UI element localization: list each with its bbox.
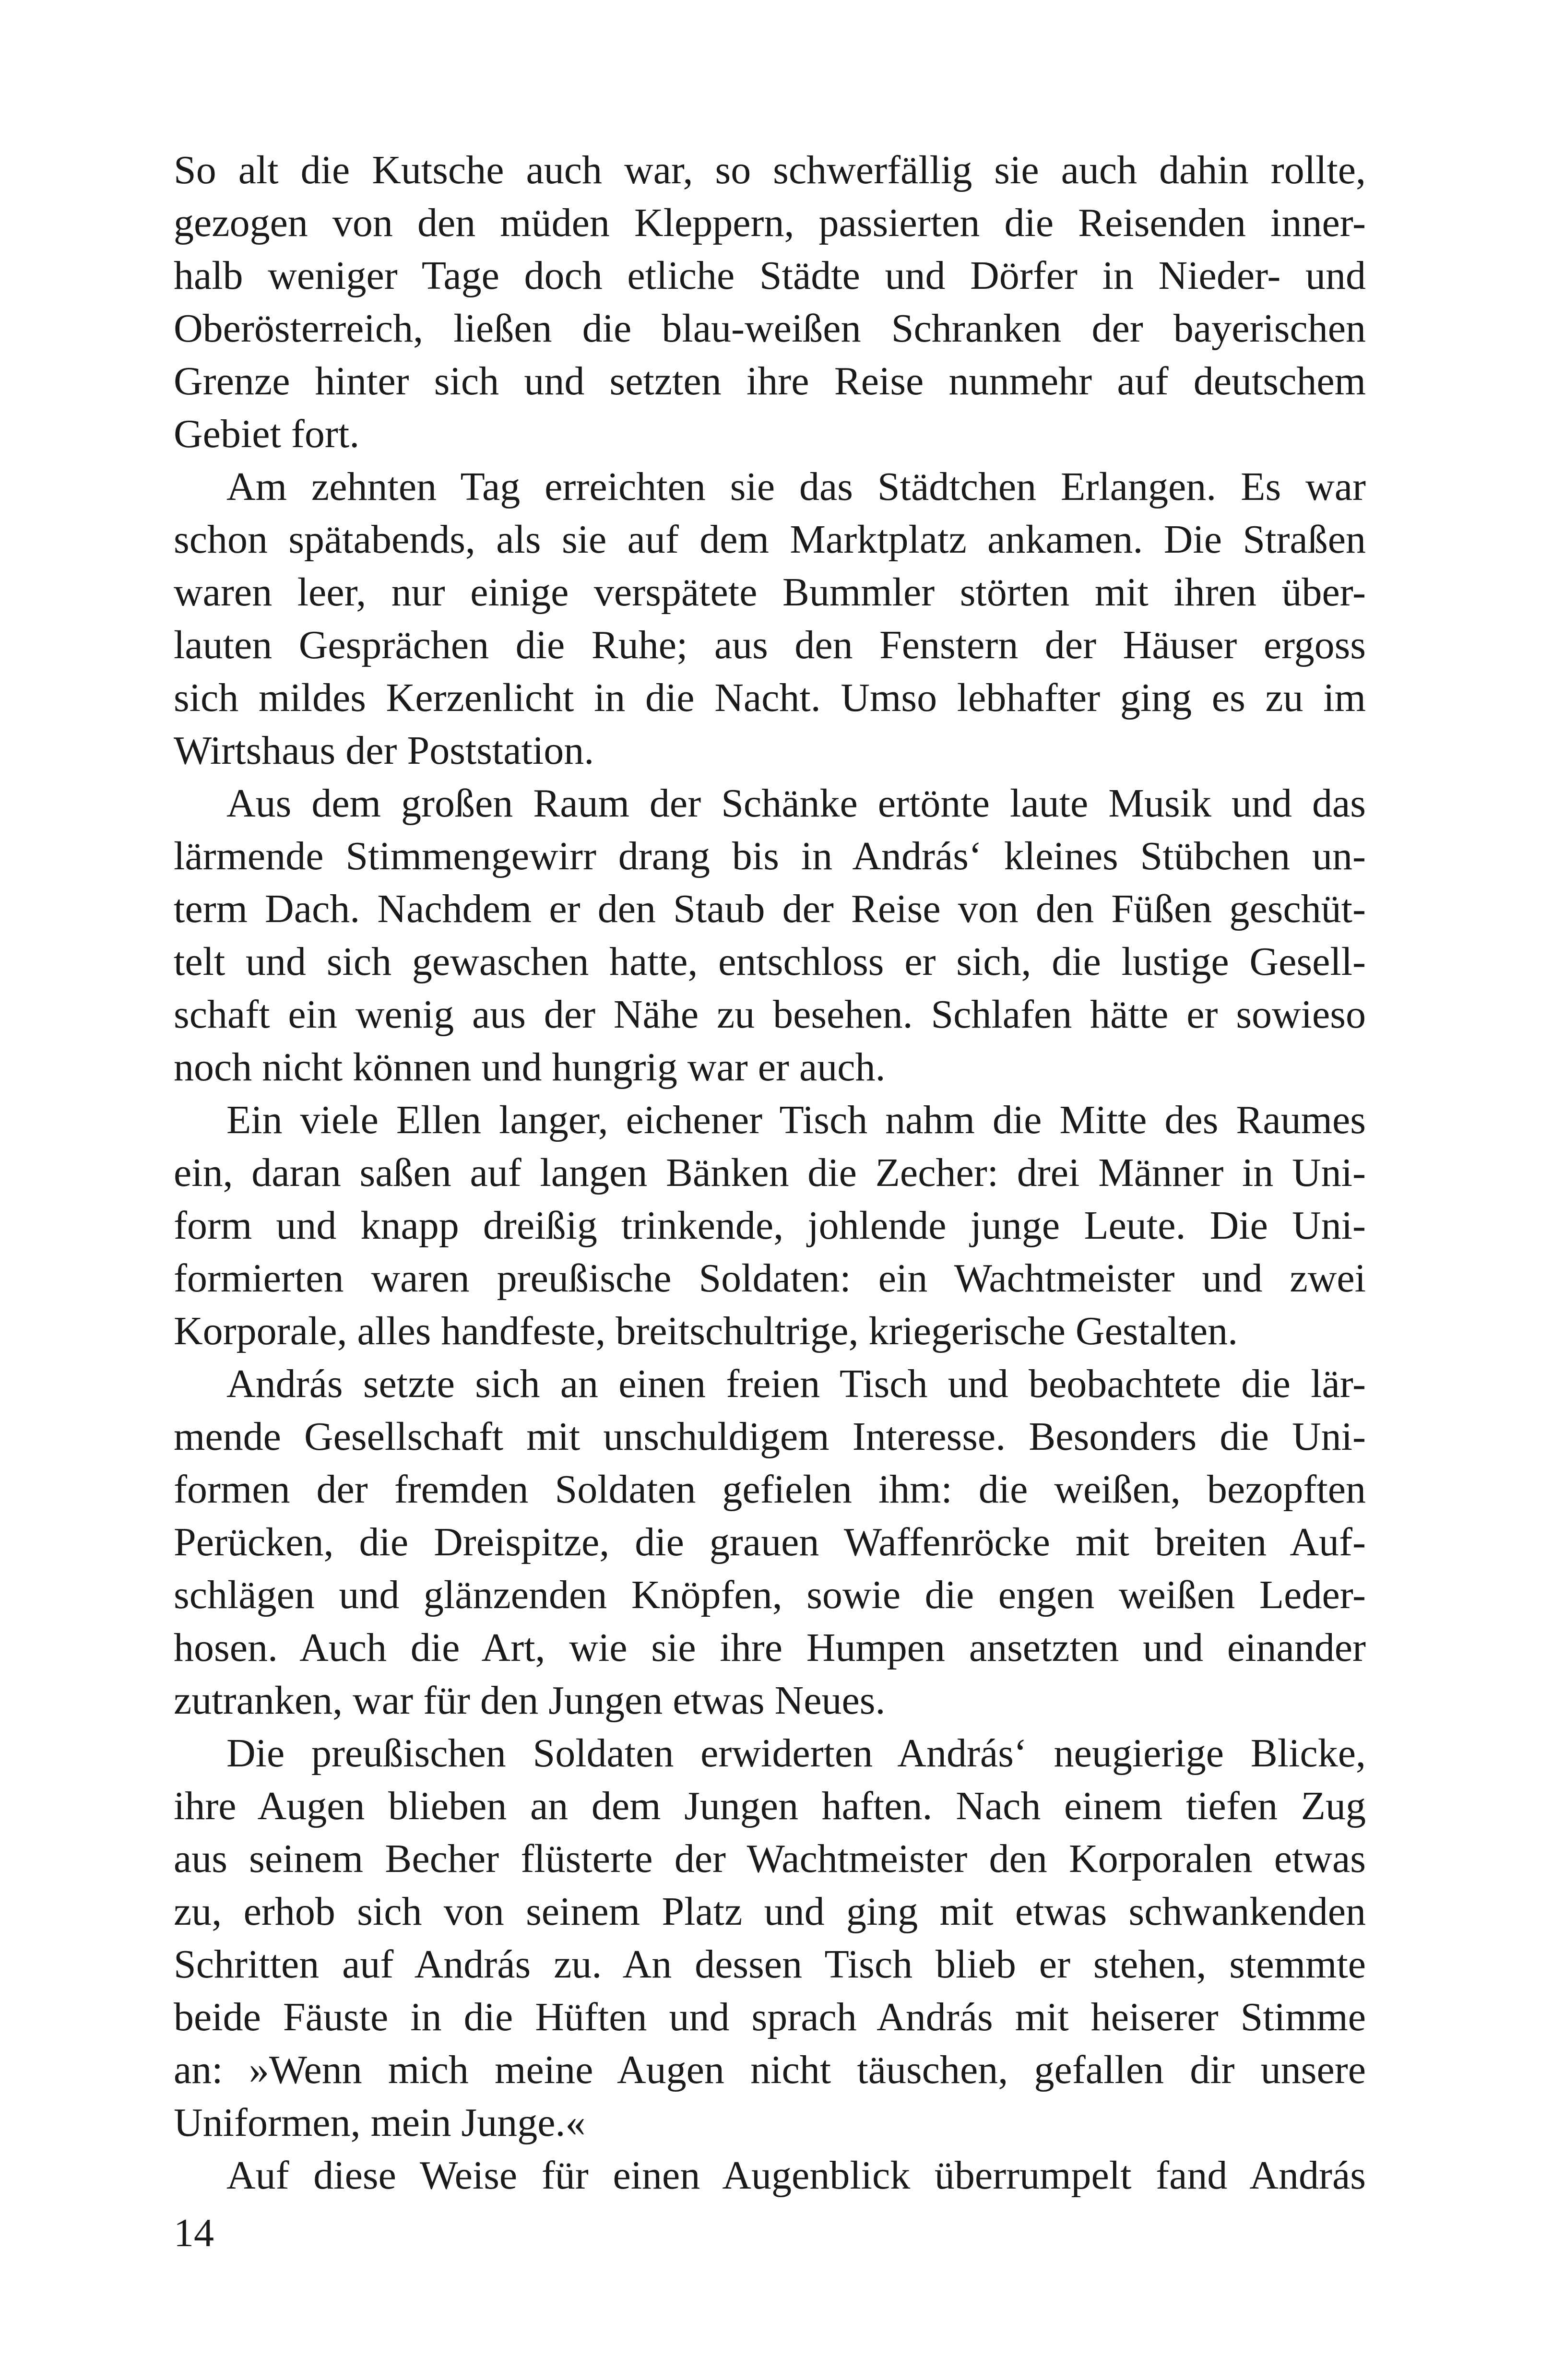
text-line: schaft ein wenig aus der Nähe zu besehen. Schlafen hätte er sowieso [174, 992, 1366, 1037]
text-line: Auf diese Weise für einen Augenblick überrumpelt fand András [226, 2153, 1366, 2198]
text-line: aus seinem Becher flüsterte der Wachtmeister den Korporalen etwas [174, 1836, 1366, 1881]
text-line: zutranken, war für den Jungen etwas Neues. [174, 1678, 886, 1723]
text-line: waren leer, nur einige verspätete Bummler störten mit ihren über- [174, 570, 1366, 615]
text-line: lauten Gesprächen die Ruhe; aus den Fenstern der Häuser ergoss [174, 623, 1366, 667]
text-line: Gebiet fort. [174, 412, 360, 456]
text-line: hosen. Auch die Art, wie sie ihre Humpen ansetzten und einander [174, 1625, 1366, 1670]
text-line: gezogen von den müden Kleppern, passierten die Reisenden inner- [174, 201, 1366, 245]
paragraph [174, 144, 1366, 461]
text-line: ihre Augen blieben an dem Jungen haften. Nach einem tiefen Zug [174, 1784, 1366, 1828]
paragraph [174, 461, 1366, 777]
page-number: 14 [174, 2211, 214, 2255]
text-line: telt und sich gewaschen hatte, entschloss er sich, die lustige Gesell- [174, 939, 1366, 984]
text-line: beide Fäuste in die Hüften und sprach András mit heiserer Stimme [174, 1995, 1366, 2039]
text-line: sich mildes Kerzenlicht in die Nacht. Umso lebhafter ging es zu im [174, 675, 1366, 720]
text-line: Grenze hinter sich und setzten ihre Reise nunmehr auf deutschem [174, 359, 1366, 403]
text-line: Wirtshaus der Poststation. [174, 728, 594, 773]
paragraph [174, 1358, 1366, 1727]
paragraph [174, 1094, 1366, 1358]
text-line: Die preußischen Soldaten erwiderten András‘ neugierige Blicke, [226, 1731, 1366, 1776]
text-line: Korporale, alles handfeste, breitschultrige, kriegerische Gestalten. [174, 1309, 1238, 1353]
body-text [174, 144, 1366, 2202]
paragraph [174, 777, 1366, 1094]
text-line: schlägen und glänzenden Knöpfen, sowie die engen weißen Leder- [174, 1573, 1366, 1617]
text-line: formen der fremden Soldaten gefielen ihm: die weißen, bezopften [174, 1467, 1366, 1512]
text-line: zu, erhob sich von seinem Platz und ging mit etwas schwankenden [174, 1889, 1366, 1934]
text-line: schon spätabends, als sie auf dem Marktplatz ankamen. Die Straßen [174, 517, 1366, 562]
text-line: lärmende Stimmengewirr drang bis in András‘ kleines Stübchen un- [174, 834, 1366, 878]
text-line: Aus dem großen Raum der Schänke ertönte laute Musik und das [226, 781, 1366, 826]
text-line: noch nicht können und hungrig war er auch. [174, 1045, 886, 1089]
text-line: term Dach. Nachdem er den Staub der Reise von den Füßen geschüt- [174, 887, 1366, 931]
text-line: halb weniger Tage doch etliche Städte und Dörfer in Nieder- und [174, 253, 1366, 298]
text-line: So alt die Kutsche auch war, so schwerfällig sie auch dahin rollte, [174, 148, 1366, 192]
text-line: ein, daran saßen auf langen Bänken die Zecher: drei Männer in Uni- [174, 1150, 1366, 1195]
text-line: an: »Wenn mich meine Augen nicht täuschen, gefallen dir unsere [174, 2048, 1366, 2092]
paragraph [174, 1727, 1366, 2149]
text-line: formierten waren preußische Soldaten: ein Wachtmeister und zwei [174, 1256, 1366, 1301]
text-line: Oberösterreich, ließen die blau-weißen Schranken der bayerischen [174, 306, 1366, 351]
text-line: Uniformen, mein Junge.« [174, 2100, 586, 2145]
text-line: Schritten auf András zu. An dessen Tisch blieb er stehen, stemmte [174, 1942, 1366, 1987]
text-line: form und knapp dreißig trinkende, johlende junge Leute. Die Uni- [174, 1203, 1366, 1248]
text-line: Am zehnten Tag erreichten sie das Städtchen Erlangen. Es war [226, 464, 1366, 509]
text-line: Ein viele Ellen langer, eichener Tisch nahm die Mitte des Raumes [226, 1098, 1366, 1142]
text-line: mende Gesellschaft mit unschuldigem Interesse. Besonders die Uni- [174, 1414, 1366, 1459]
text-line: Perücken, die Dreispitze, die grauen Waffenröcke mit breiten Auf- [174, 1520, 1366, 1564]
text-line: András setzte sich an einen freien Tisch und beobachtete die lär- [226, 1362, 1366, 1406]
paragraph [174, 2149, 1366, 2202]
